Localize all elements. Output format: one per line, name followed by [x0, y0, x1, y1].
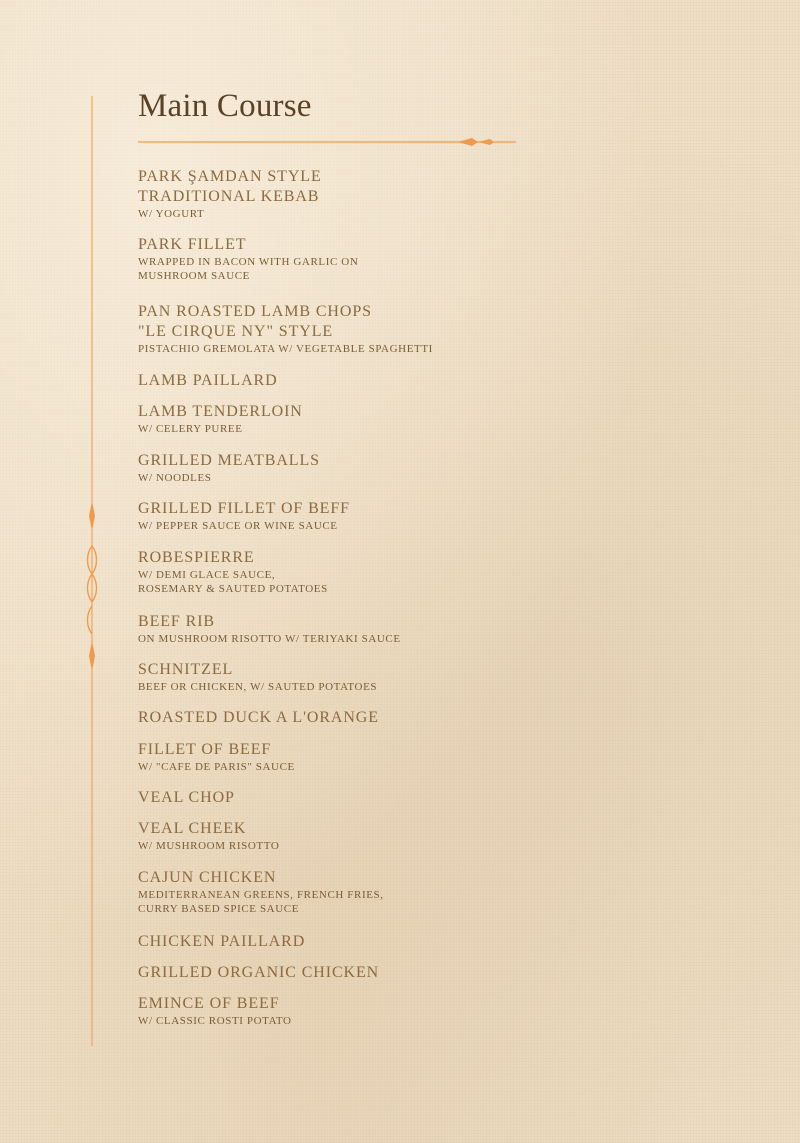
menu-item-description: W/ NOODLES [138, 472, 212, 484]
menu-item-description: W/ YOGURT [138, 208, 205, 220]
flourish-divider-icon [86, 96, 98, 1046]
menu-item-description-line2: MUSHROOM SAUCE [138, 270, 251, 282]
menu-item-name: GRILLED ORGANIC CHICKEN [138, 964, 380, 981]
menu-item-name: SCHNITZEL [138, 661, 234, 678]
menu-item-name: ROASTED DUCK A L'ORANGE [138, 709, 379, 726]
menu-item-name: CHICKEN PAILLARD [138, 933, 306, 950]
menu-item [138, 708, 738, 728]
menu-item-description-line2: ROSEMARY & SAUTED POTATOES [138, 583, 328, 595]
menu-item-description: BEEF OR CHICKEN, W/ SAUTED POTATOES [138, 681, 378, 693]
menu-item [138, 788, 738, 808]
menu-item-description: W/ PEPPER SAUCE OR WINE SAUCE [138, 520, 338, 532]
menu-item-name: CAJUN CHICKEN [138, 869, 277, 886]
menu-item-description: PISTACHIO GREMOLATA W/ VEGETABLE SPAGHETTI [138, 343, 433, 355]
menu-item [138, 819, 738, 853]
menu-item [138, 167, 738, 221]
menu-item-name: PARK ŞAMDAN STYLE [138, 168, 322, 185]
menu-item-description: WRAPPED IN BACON WITH GARLIC ON [138, 256, 359, 268]
menu-item [138, 963, 738, 983]
menu-item [138, 451, 738, 485]
menu-item [138, 402, 738, 436]
menu-item [138, 612, 738, 646]
menu-item [138, 868, 738, 916]
menu-item-name-line2: TRADITIONAL KEBAB [138, 188, 320, 205]
menu-item-name-line2: "LE CIRQUE NY" STYLE [138, 323, 334, 340]
arrow-rule-icon [138, 134, 518, 150]
menu-item-description: W/ DEMI GLACE SAUCE, [138, 569, 276, 581]
menu-item-description: W/ CLASSIC ROSTI POTATO [138, 1015, 292, 1027]
menu-item-description: W/ "CAFE DE PARIS" SAUCE [138, 761, 295, 773]
menu-item [138, 371, 738, 391]
menu-item-name: FILLET OF BEEF [138, 741, 272, 758]
menu-item-description: W/ CELERY PUREE [138, 423, 243, 435]
menu-item-name: GRILLED MEATBALLS [138, 452, 320, 469]
menu-item [138, 740, 738, 774]
menu-item [138, 660, 738, 694]
page-title: Main Course [138, 88, 312, 124]
menu-item-name: ROBESPIERRE [138, 549, 255, 566]
menu-item [138, 994, 738, 1028]
menu-item [138, 932, 738, 952]
menu-item-name: EMINCE OF BEEF [138, 995, 280, 1012]
menu-item [138, 302, 738, 356]
menu-item-name: PAN ROASTED LAMB CHOPS [138, 303, 372, 320]
menu-item-name: BEEF RIB [138, 613, 215, 630]
menu-item-name: GRILLED FILLET OF BEFF [138, 500, 350, 517]
menu-item [138, 548, 738, 596]
menu-item-name: LAMB TENDERLOIN [138, 403, 303, 420]
menu-item [138, 235, 738, 283]
menu-item-name: LAMB PAILLARD [138, 372, 278, 389]
menu-item-description: ON MUSHROOM RISOTTO W/ TERIYAKI SAUCE [138, 633, 401, 645]
menu-item-name: PARK FILLET [138, 236, 247, 253]
menu-item-name: VEAL CHOP [138, 789, 235, 806]
menu-item-name: VEAL CHEEK [138, 820, 247, 837]
menu-item-description: W/ MUSHROOM RISOTTO [138, 840, 280, 852]
menu-item-description: MEDITERRANEAN GREENS, FRENCH FRIES, [138, 889, 384, 901]
menu-item [138, 499, 738, 533]
menu-item-description-line2: CURRY BASED SPICE SAUCE [138, 903, 300, 915]
